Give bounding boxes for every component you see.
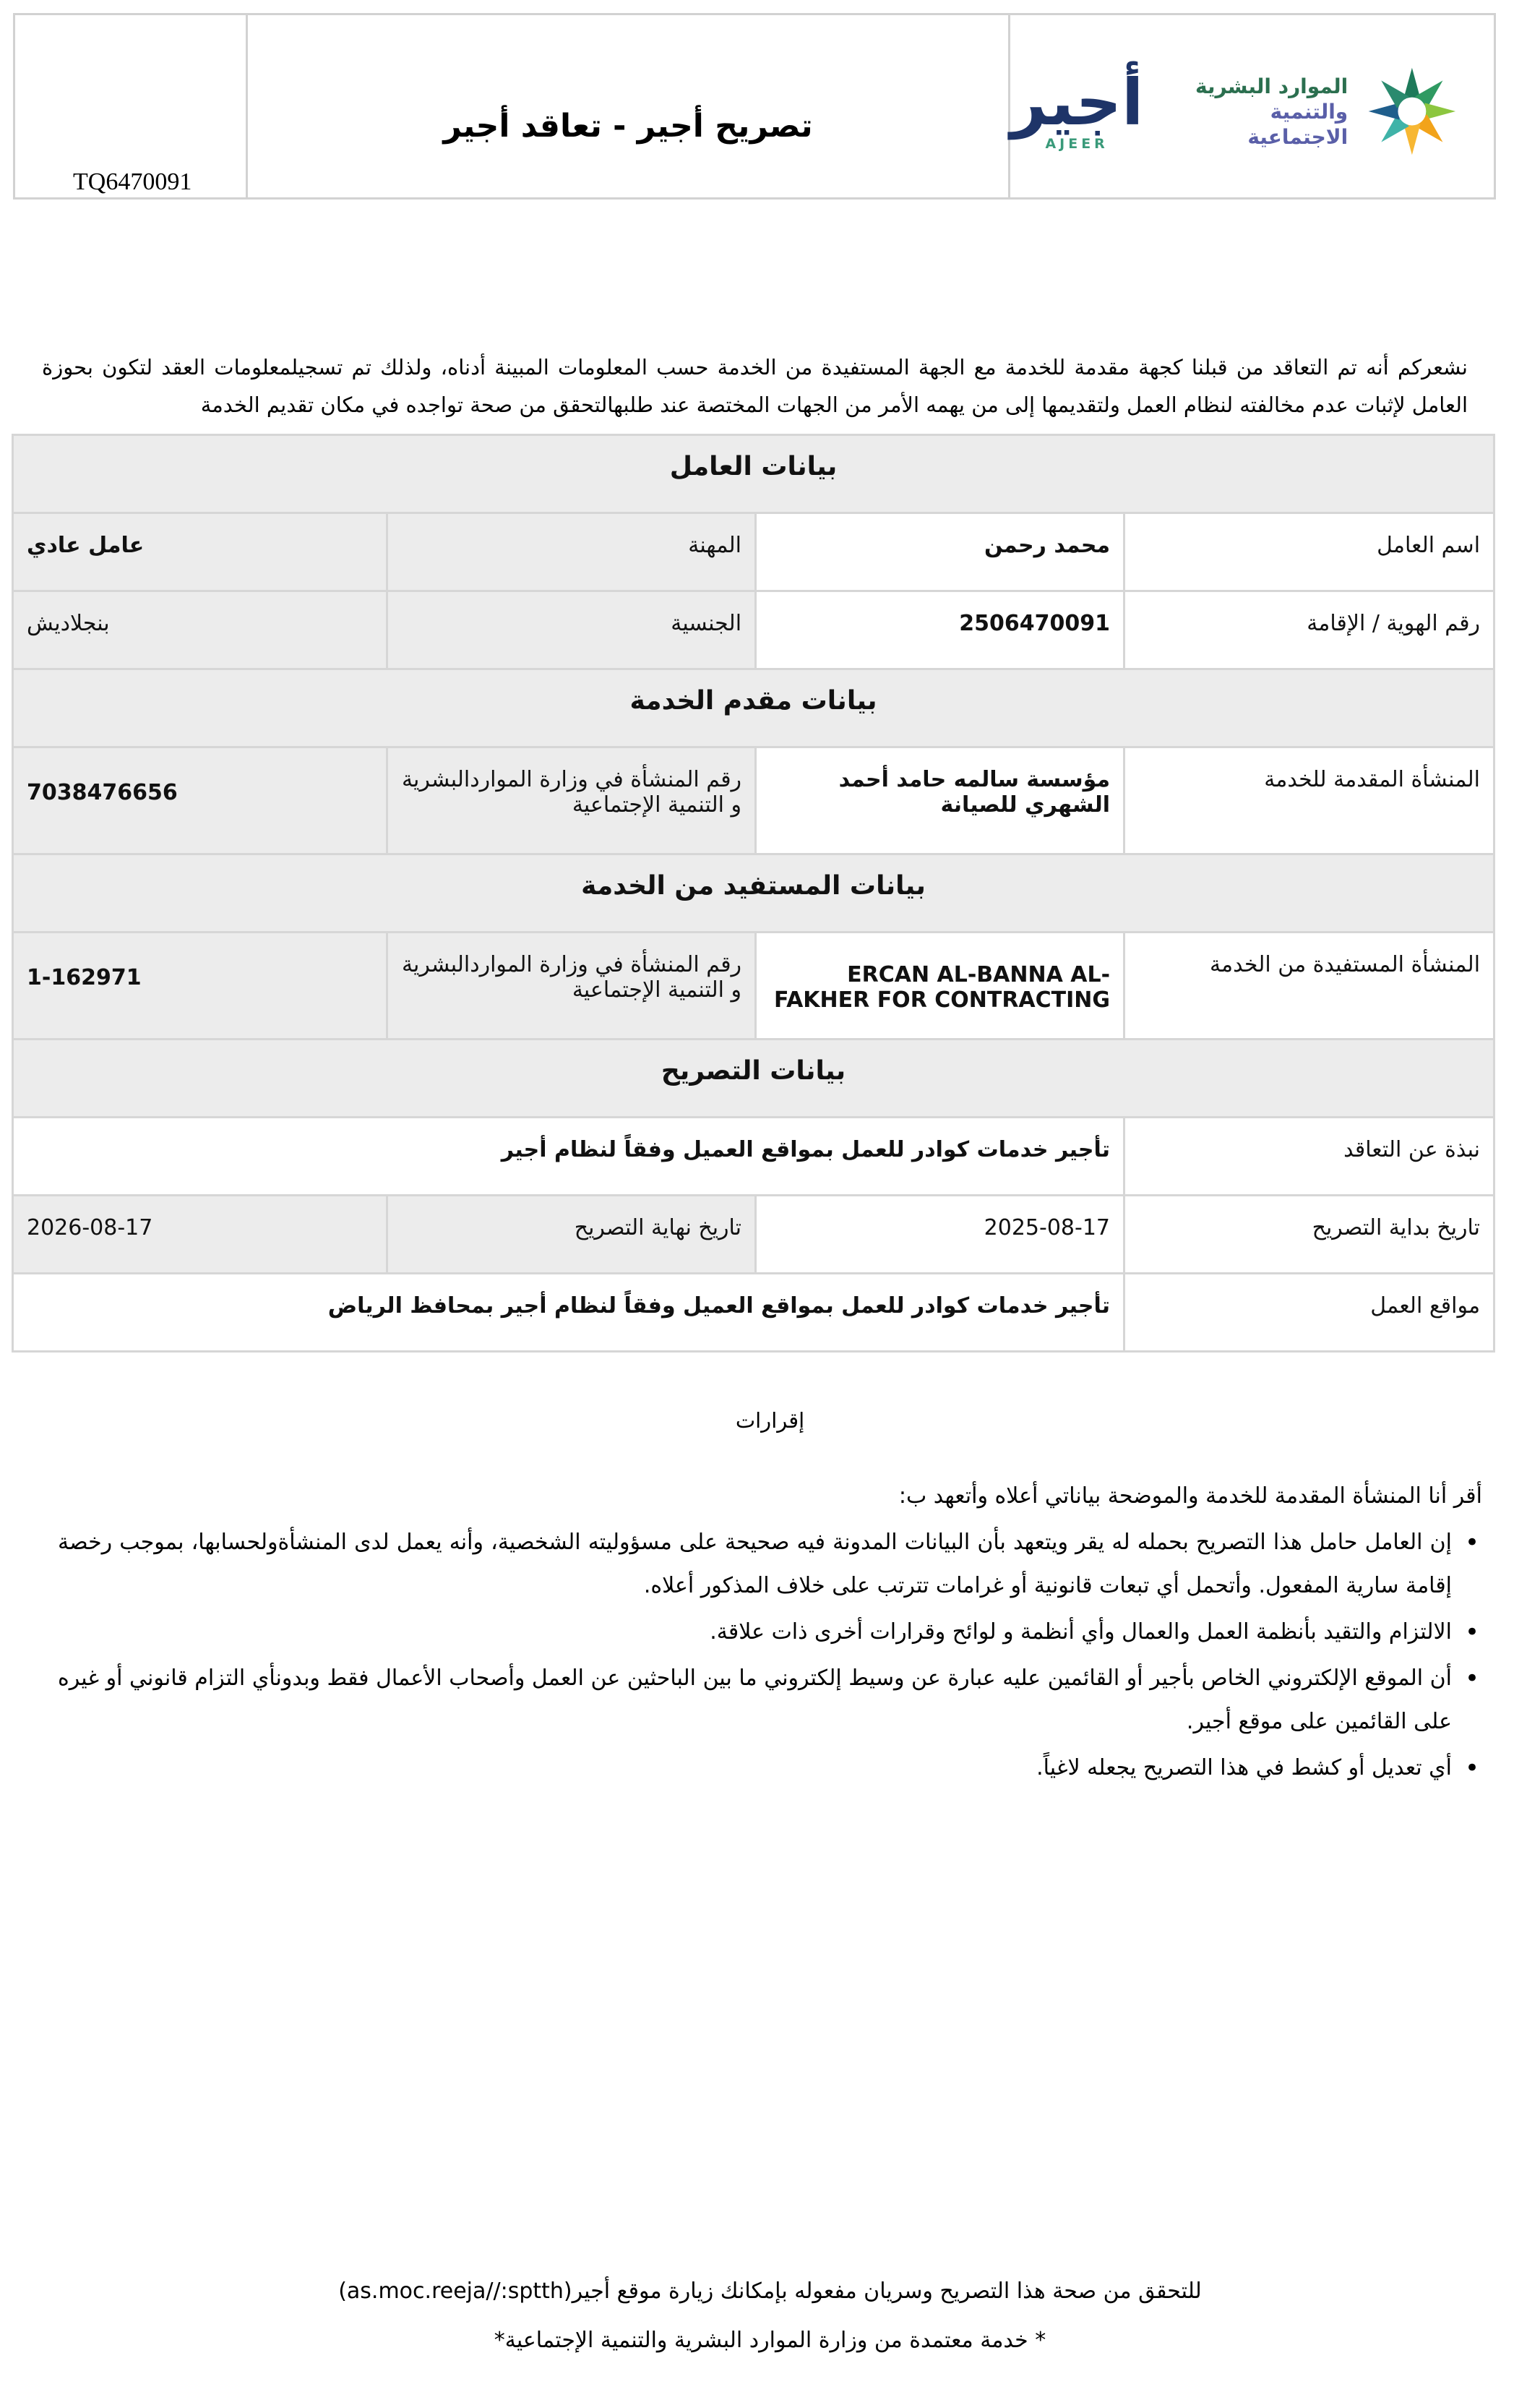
hrsd-logo-line1: الموارد البشرية bbox=[1195, 74, 1348, 98]
declarations-title: إقرارات bbox=[735, 1408, 805, 1433]
id-value: 2506470091 bbox=[756, 591, 1124, 669]
provider-reg-label: رقم المنشأة في وزارة المواردالبشرية و التنمية الإجتماعية bbox=[387, 747, 756, 854]
list-item: • أن الموقع الإلكتروني الخاص بأجير أو القائمين عليه عبارة عن وسيط إلكتروني ما بين الباحثين عن العمل وأصحاب الأعمال فقط وبدونأي التزام قانوني أو غيره على القائمين على موقع أجير. bbox=[58, 1657, 1482, 1744]
list-item: • أي تعديل أو كشط في هذا التصريح يجعله لاغياً. bbox=[58, 1746, 1482, 1790]
section-title-worker: بيانات العامل bbox=[13, 435, 1494, 513]
hrsd-emblem-icon bbox=[1359, 64, 1465, 158]
logos bbox=[1010, 64, 1465, 158]
list-item: • الالتزام والتقيد بأنظمة العمل والعمال وأي أنظمة و لوائح وقرارات أخرى ذات علاقة. bbox=[58, 1611, 1482, 1654]
permit-data-table bbox=[12, 434, 1495, 1353]
declarations bbox=[58, 1475, 1482, 1793]
end-date-text: 2026-08-17 bbox=[27, 1215, 153, 1240]
beneficiary-reg-label: رقم المنشأة في وزارة المواردالبشرية و التنمية الإجتماعية bbox=[387, 933, 756, 1039]
declarations-list bbox=[58, 1521, 1482, 1790]
end-date-value bbox=[13, 1196, 387, 1274]
occupation-label: المهنة bbox=[387, 513, 756, 591]
summary-value: تأجير خدمات كوادر للعمل بمواقع العميل وفقاً لنظام أجير bbox=[13, 1118, 1124, 1196]
work-sites-label: مواقع العمل bbox=[1124, 1274, 1494, 1352]
declarations-lead: أقر أنا المنشأة المقدمة للخدمة والموضحة بياناتي أعلاه وأتعهد ب: bbox=[898, 1483, 1482, 1509]
beneficiary-establishment-value bbox=[756, 933, 1124, 1039]
worker-name-value: محمد رحمن bbox=[756, 513, 1124, 591]
footer-approved: * خدمة معتمدة من وزارة الموارد البشرية والتنمية الإجتماعية* bbox=[494, 2328, 1046, 2353]
occupation-value-text: عامل عادي bbox=[27, 533, 145, 558]
section-provider bbox=[13, 669, 1494, 747]
table-row bbox=[13, 933, 1494, 1039]
provider-establishment-value: مؤسسة سالمه حامد أحمد الشهري للصيانة bbox=[756, 747, 1124, 854]
intro-paragraph: نشعركم أنه تم التعاقد من قبلنا كجهة مقدمة للخدمة مع الجهة المستفيدة من الخدمة حسب المعلومات المبينة أدناه، ولذلك تم تسجيلمعلومات العقد لتكون بحوزة العامل لإثبات عدم مخالفته لنظام العمل ولتقديمها إلى من يهمه الأمر من الجهات المختصة عند طلبهالتحقق من صحة تواجده في مكان تقديم الخدمة bbox=[42, 355, 1468, 417]
table-row bbox=[13, 1196, 1494, 1274]
document-title: تصريح أجير - تعاقد أجير bbox=[443, 108, 813, 145]
beneficiary-establishment-text: ERCAN AL-BANNA AL-FAKHER FOR CONTRACTING bbox=[774, 962, 1111, 1013]
table-row bbox=[13, 513, 1494, 591]
beneficiary-reg-text: 1-162971 bbox=[27, 965, 142, 990]
table-row bbox=[13, 591, 1494, 669]
section-title-permit: بيانات التصريح bbox=[13, 1039, 1494, 1118]
section-worker bbox=[13, 435, 1494, 513]
nationality-value: بنجلاديش bbox=[13, 591, 387, 669]
header-logo-cell bbox=[1010, 15, 1494, 197]
work-sites-value: تأجير خدمات كوادر للعمل بمواقع العميل وفقاً لنظام أجير بمحافظ الرياض bbox=[13, 1274, 1124, 1352]
table-row bbox=[13, 1118, 1494, 1196]
footer-verify: للتحقق من صحة هذا التصريح وسريان مفعوله بإمكانك زيارة موقع أجير(as.moc.reeja//:sptth) bbox=[338, 2279, 1202, 2304]
start-date-value bbox=[756, 1196, 1124, 1274]
document-header bbox=[13, 13, 1496, 200]
start-date-label: تاريخ بداية التصريح bbox=[1124, 1196, 1494, 1274]
provider-reg-value: 7038476656 bbox=[13, 747, 387, 854]
section-permit bbox=[13, 1039, 1494, 1118]
ajeer-logo bbox=[1010, 65, 1144, 152]
summary-label: نبذة عن التعاقد bbox=[1124, 1118, 1494, 1196]
section-title-beneficiary: بيانات المستفيد من الخدمة bbox=[13, 854, 1494, 933]
end-date-label: تاريخ نهاية التصريح bbox=[387, 1196, 756, 1274]
beneficiary-establishment-label: المنشأة المستفيدة من الخدمة bbox=[1124, 933, 1494, 1039]
ajeer-logo-english: AJEER bbox=[1045, 136, 1109, 152]
ajeer-logo-arabic: أجير bbox=[1010, 65, 1144, 140]
table-row bbox=[13, 747, 1494, 854]
header-title-cell bbox=[248, 15, 1010, 197]
hrsd-logo-text bbox=[1168, 74, 1348, 150]
section-beneficiary bbox=[13, 854, 1494, 933]
nationality-label: الجنسية bbox=[387, 591, 756, 669]
hrsd-logo bbox=[1168, 64, 1465, 158]
start-date-text: 2025-08-17 bbox=[984, 1215, 1111, 1240]
occupation-value bbox=[13, 513, 387, 591]
beneficiary-reg-value bbox=[13, 933, 387, 1039]
section-title-provider: بيانات مقدم الخدمة bbox=[13, 669, 1494, 747]
list-item: • إن العامل حامل هذا التصريح بحمله له يقر ويتعهد بأن البيانات المدونة فيه صحيحة على مسؤوليته الشخصية، وأنه يعمل لدى المنشأةولحسابها، بموجب رخصة إقامة سارية المفعول. وأتحمل أي تبعات قانونية أو غرامات تترتب على خلاف المذكور أعلاه. bbox=[58, 1521, 1482, 1608]
worker-name-label: اسم العامل bbox=[1124, 513, 1494, 591]
provider-establishment-label: المنشأة المقدمة للخدمة bbox=[1124, 747, 1494, 854]
table-row bbox=[13, 1274, 1494, 1352]
header-reference-cell bbox=[15, 15, 248, 197]
hrsd-logo-line2: والتنمية الاجتماعية bbox=[1247, 99, 1348, 149]
reference-number: TQ6470091 bbox=[73, 168, 192, 195]
id-label: رقم الهوية / الإقامة bbox=[1124, 591, 1494, 669]
